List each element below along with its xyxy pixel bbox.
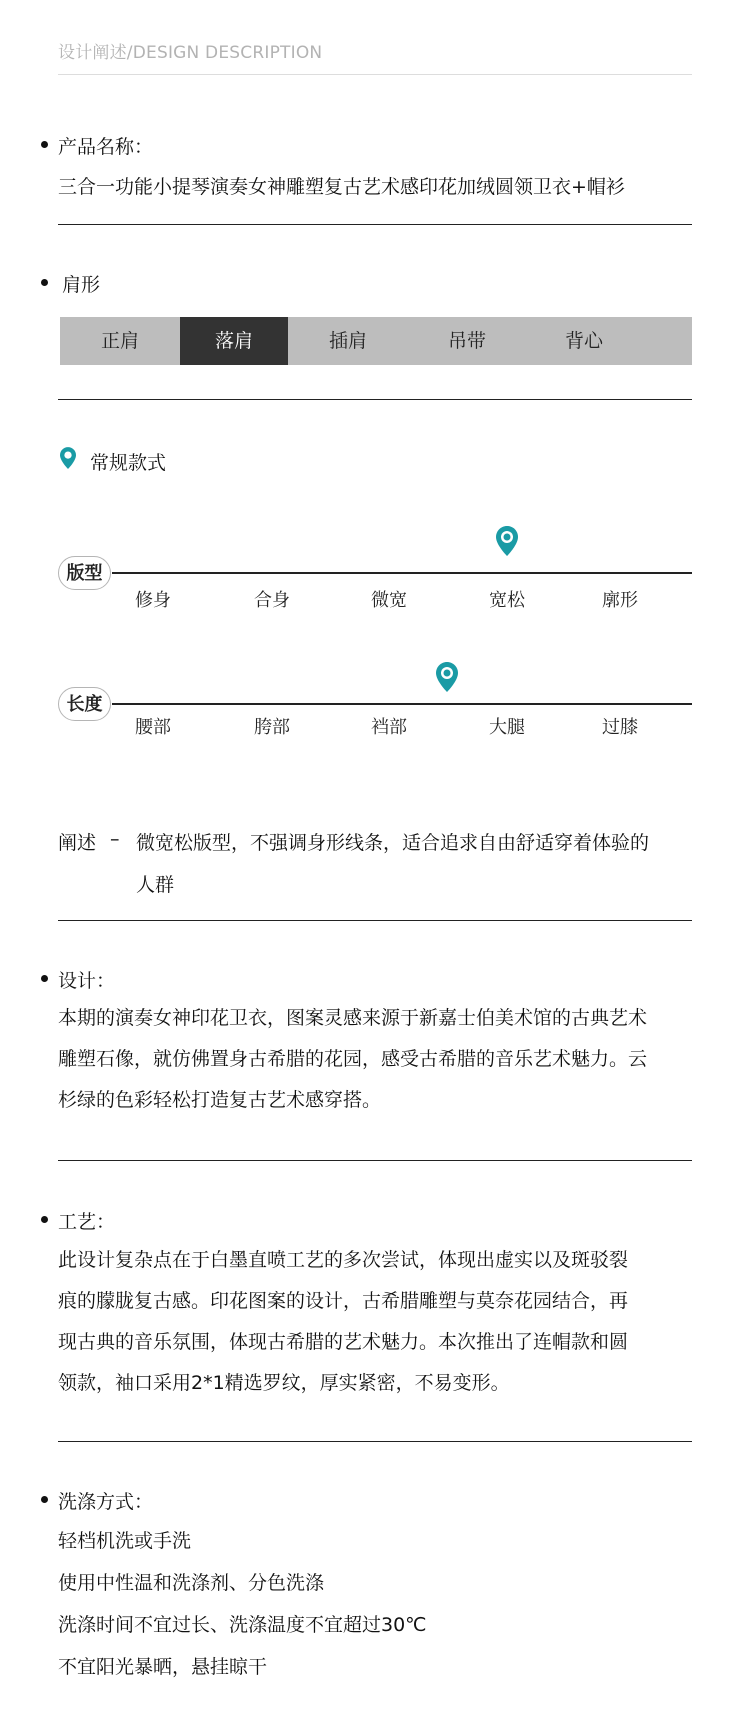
fit-tick: 合身	[254, 590, 290, 611]
page-header-title: 设计阐述/DESIGN DESCRIPTION	[58, 43, 323, 63]
craft-line: 痕的朦胧复古感。印花图案的设计，古希腊雕塑与莫奈花园结合，再	[58, 1290, 629, 1312]
fit-marker-pin-icon	[496, 526, 518, 556]
bullet-dot	[41, 1496, 48, 1503]
craft-line: 现古典的音乐氛围，体现古希腊的艺术魅力。本次推出了连帽款和圆	[58, 1331, 629, 1353]
section-divider	[58, 399, 692, 400]
fit-scale-line	[112, 572, 692, 574]
location-pin-icon	[60, 447, 76, 469]
header-divider	[58, 74, 692, 75]
length-tick: 腰部	[135, 717, 171, 738]
summary-dash: –	[110, 828, 120, 850]
section-divider	[58, 920, 692, 921]
shoulder-option-strap: 吊带	[447, 330, 486, 352]
shoulder-option-raglan: 插肩	[328, 330, 367, 352]
shoulder-selector	[60, 317, 692, 365]
shoulder-option-vest: 背心	[564, 330, 603, 352]
fit-scale-label: 版型	[58, 556, 111, 590]
shoulder-option-dropped-selected: 落肩	[180, 317, 288, 365]
craft-paragraph	[58, 1240, 678, 1404]
washing-line: 轻档机洗或手洗	[58, 1530, 192, 1552]
shoulder-option-regular: 正肩	[100, 330, 139, 352]
washing-label: 洗涤方式：	[58, 1491, 154, 1513]
washing-instructions	[58, 1520, 678, 1688]
summary-label: 阐述	[58, 832, 97, 854]
craft-line: 领款，袖口采用2*1精选罗纹，厚实紧密，不易变形。	[58, 1372, 510, 1394]
bullet-dot	[41, 1216, 48, 1223]
style-tag-label: 常规款式	[90, 452, 167, 474]
length-tick: 裆部	[371, 717, 407, 738]
design-line: 本期的演奏女神印花卫衣，图案灵感来源于新嘉士伯美术馆的古典艺术	[58, 1007, 648, 1029]
shoulder-label: 肩形	[62, 274, 101, 296]
section-divider	[58, 224, 692, 225]
craft-label: 工艺：	[58, 1211, 116, 1233]
length-scale-label: 长度	[58, 687, 111, 721]
design-label: 设计：	[58, 970, 116, 992]
length-scale-line	[112, 703, 692, 705]
bullet-dot	[41, 279, 48, 286]
section-divider	[58, 1441, 692, 1442]
design-paragraph	[58, 998, 678, 1121]
product-name: 三合一功能小提琴演奏女神雕塑复古艺术感印花加绒圆领卫衣+帽衫	[58, 176, 625, 198]
design-line: 杉绿的色彩轻松打造复古艺术感穿搭。	[58, 1089, 382, 1111]
length-tick: 过膝	[602, 717, 638, 738]
craft-line: 此设计复杂点在于白墨直喷工艺的多次尝试，体现出虚实以及斑驳裂	[58, 1249, 629, 1271]
product-name-label: 产品名称：	[58, 136, 154, 158]
fit-tick: 宽松	[489, 590, 525, 611]
fit-tick: 廓形	[602, 590, 638, 611]
washing-line: 使用中性温和洗涤剂、分色洗涤	[58, 1572, 325, 1594]
length-tick: 大腿	[489, 717, 525, 738]
fit-tick: 修身	[135, 590, 171, 611]
section-divider	[58, 1160, 692, 1161]
fit-tick: 微宽	[371, 590, 407, 611]
length-tick: 胯部	[254, 717, 290, 738]
bullet-dot	[41, 141, 48, 148]
design-line: 雕塑石像，就仿佛置身古希腊的花园，感受古希腊的音乐艺术魅力。云	[58, 1048, 648, 1070]
summary-text-line: 人群	[136, 874, 175, 896]
bullet-dot	[41, 975, 48, 982]
washing-line: 不宜阳光暴晒，悬挂晾干	[58, 1656, 268, 1678]
washing-line: 洗涤时间不宜过长、洗涤温度不宜超过30℃	[58, 1614, 427, 1636]
summary-text-line: 微宽松版型，不强调身形线条，适合追求自由舒适穿着体验的	[136, 832, 650, 854]
length-marker-pin-icon	[436, 662, 458, 692]
